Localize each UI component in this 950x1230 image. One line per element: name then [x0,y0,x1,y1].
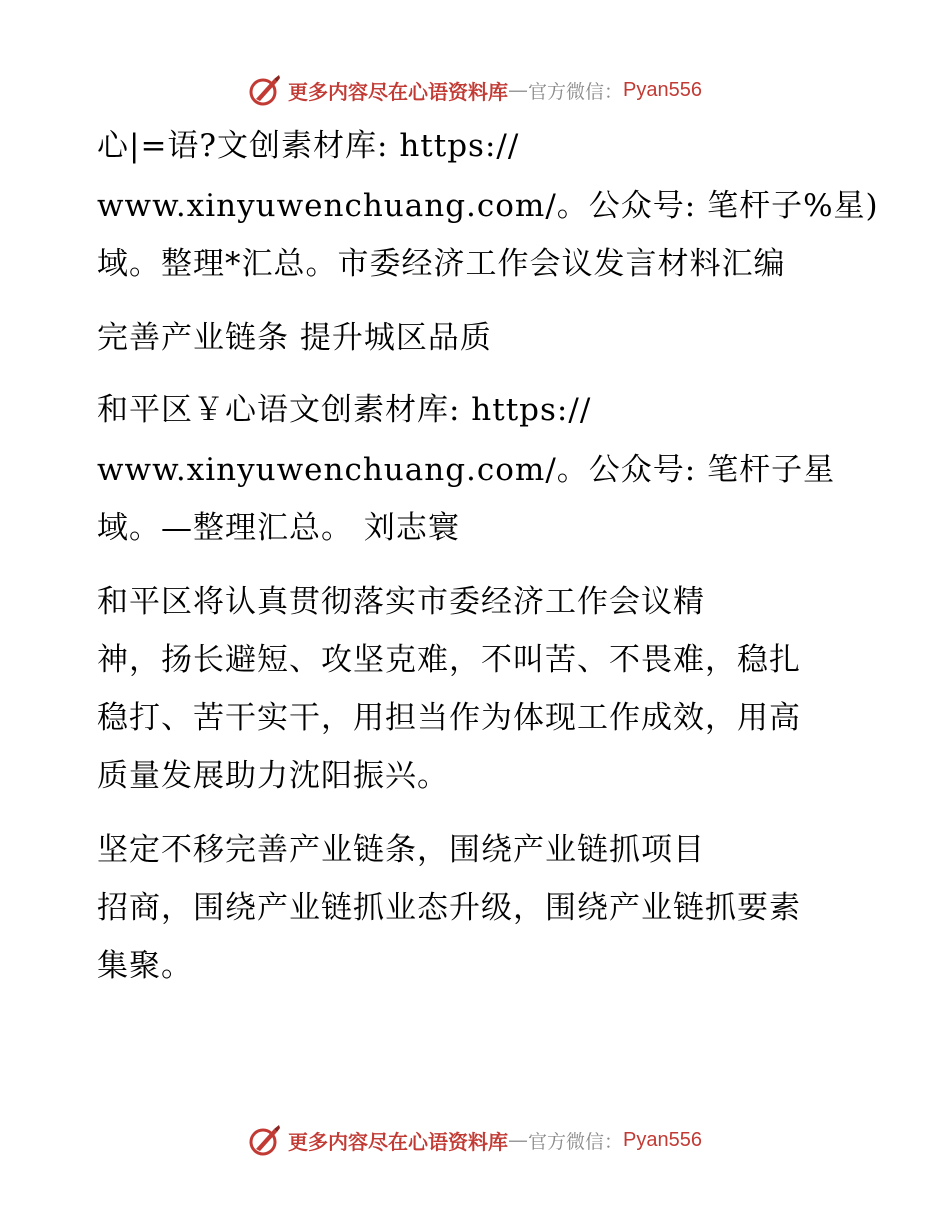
paragraph-line: 稳打、苦干实干，用担当作为体现工作成效，用高 [97,700,801,736]
section-heading: 完善产业链条 提升城区品质 [97,320,492,356]
text-line: 心|=语?文创素材库: https:// [97,128,520,164]
paragraph-line: 招商，围绕产业链抓业态升级，围绕产业链抓要素 [97,890,801,926]
text-line: 和平区￥心语文创素材库: https:// [97,392,592,428]
footer-banner [0,1120,950,1160]
text-line: www.xinyuwenchuang.com/。公众号: 笔杆子%星) [97,188,879,224]
paragraph-line: 和平区将认真贯彻落实市委经济工作会议精 [97,584,705,620]
quill-logo-icon [248,1123,282,1157]
text-line: 域。—整理汇总。 刘志寰 [97,510,460,546]
paragraph-line: 坚定不移完善产业链条，围绕产业链抓项目 [97,832,705,868]
banner-wechat-id: Pyan556 [623,78,702,101]
banner-official-label: 官方微信： [528,80,624,103]
text-line: www.xinyuwenchuang.com/。公众号: 笔杆子星 [97,452,836,488]
banner-separator: — [508,78,528,102]
paragraph-line: 质量发展助力沈阳振兴。 [97,758,449,794]
paragraph-line: 神，扬长避短、攻坚克难，不叫苦、不畏难，稳扎 [97,642,801,678]
quill-logo-icon [248,73,282,107]
banner-separator: — [508,1128,528,1152]
header-banner [0,70,950,110]
banner-title: 更多内容尽在心语资料库 [288,79,508,104]
banner-title: 更多内容尽在心语资料库 [288,1129,508,1154]
paragraph-line: 集聚。 [97,948,193,984]
text-line: 域。整理*汇总。市委经济工作会议发言材料汇编 [97,246,786,282]
banner-official-label: 官方微信： [528,1130,624,1153]
banner-wechat-id: Pyan556 [623,1128,702,1151]
